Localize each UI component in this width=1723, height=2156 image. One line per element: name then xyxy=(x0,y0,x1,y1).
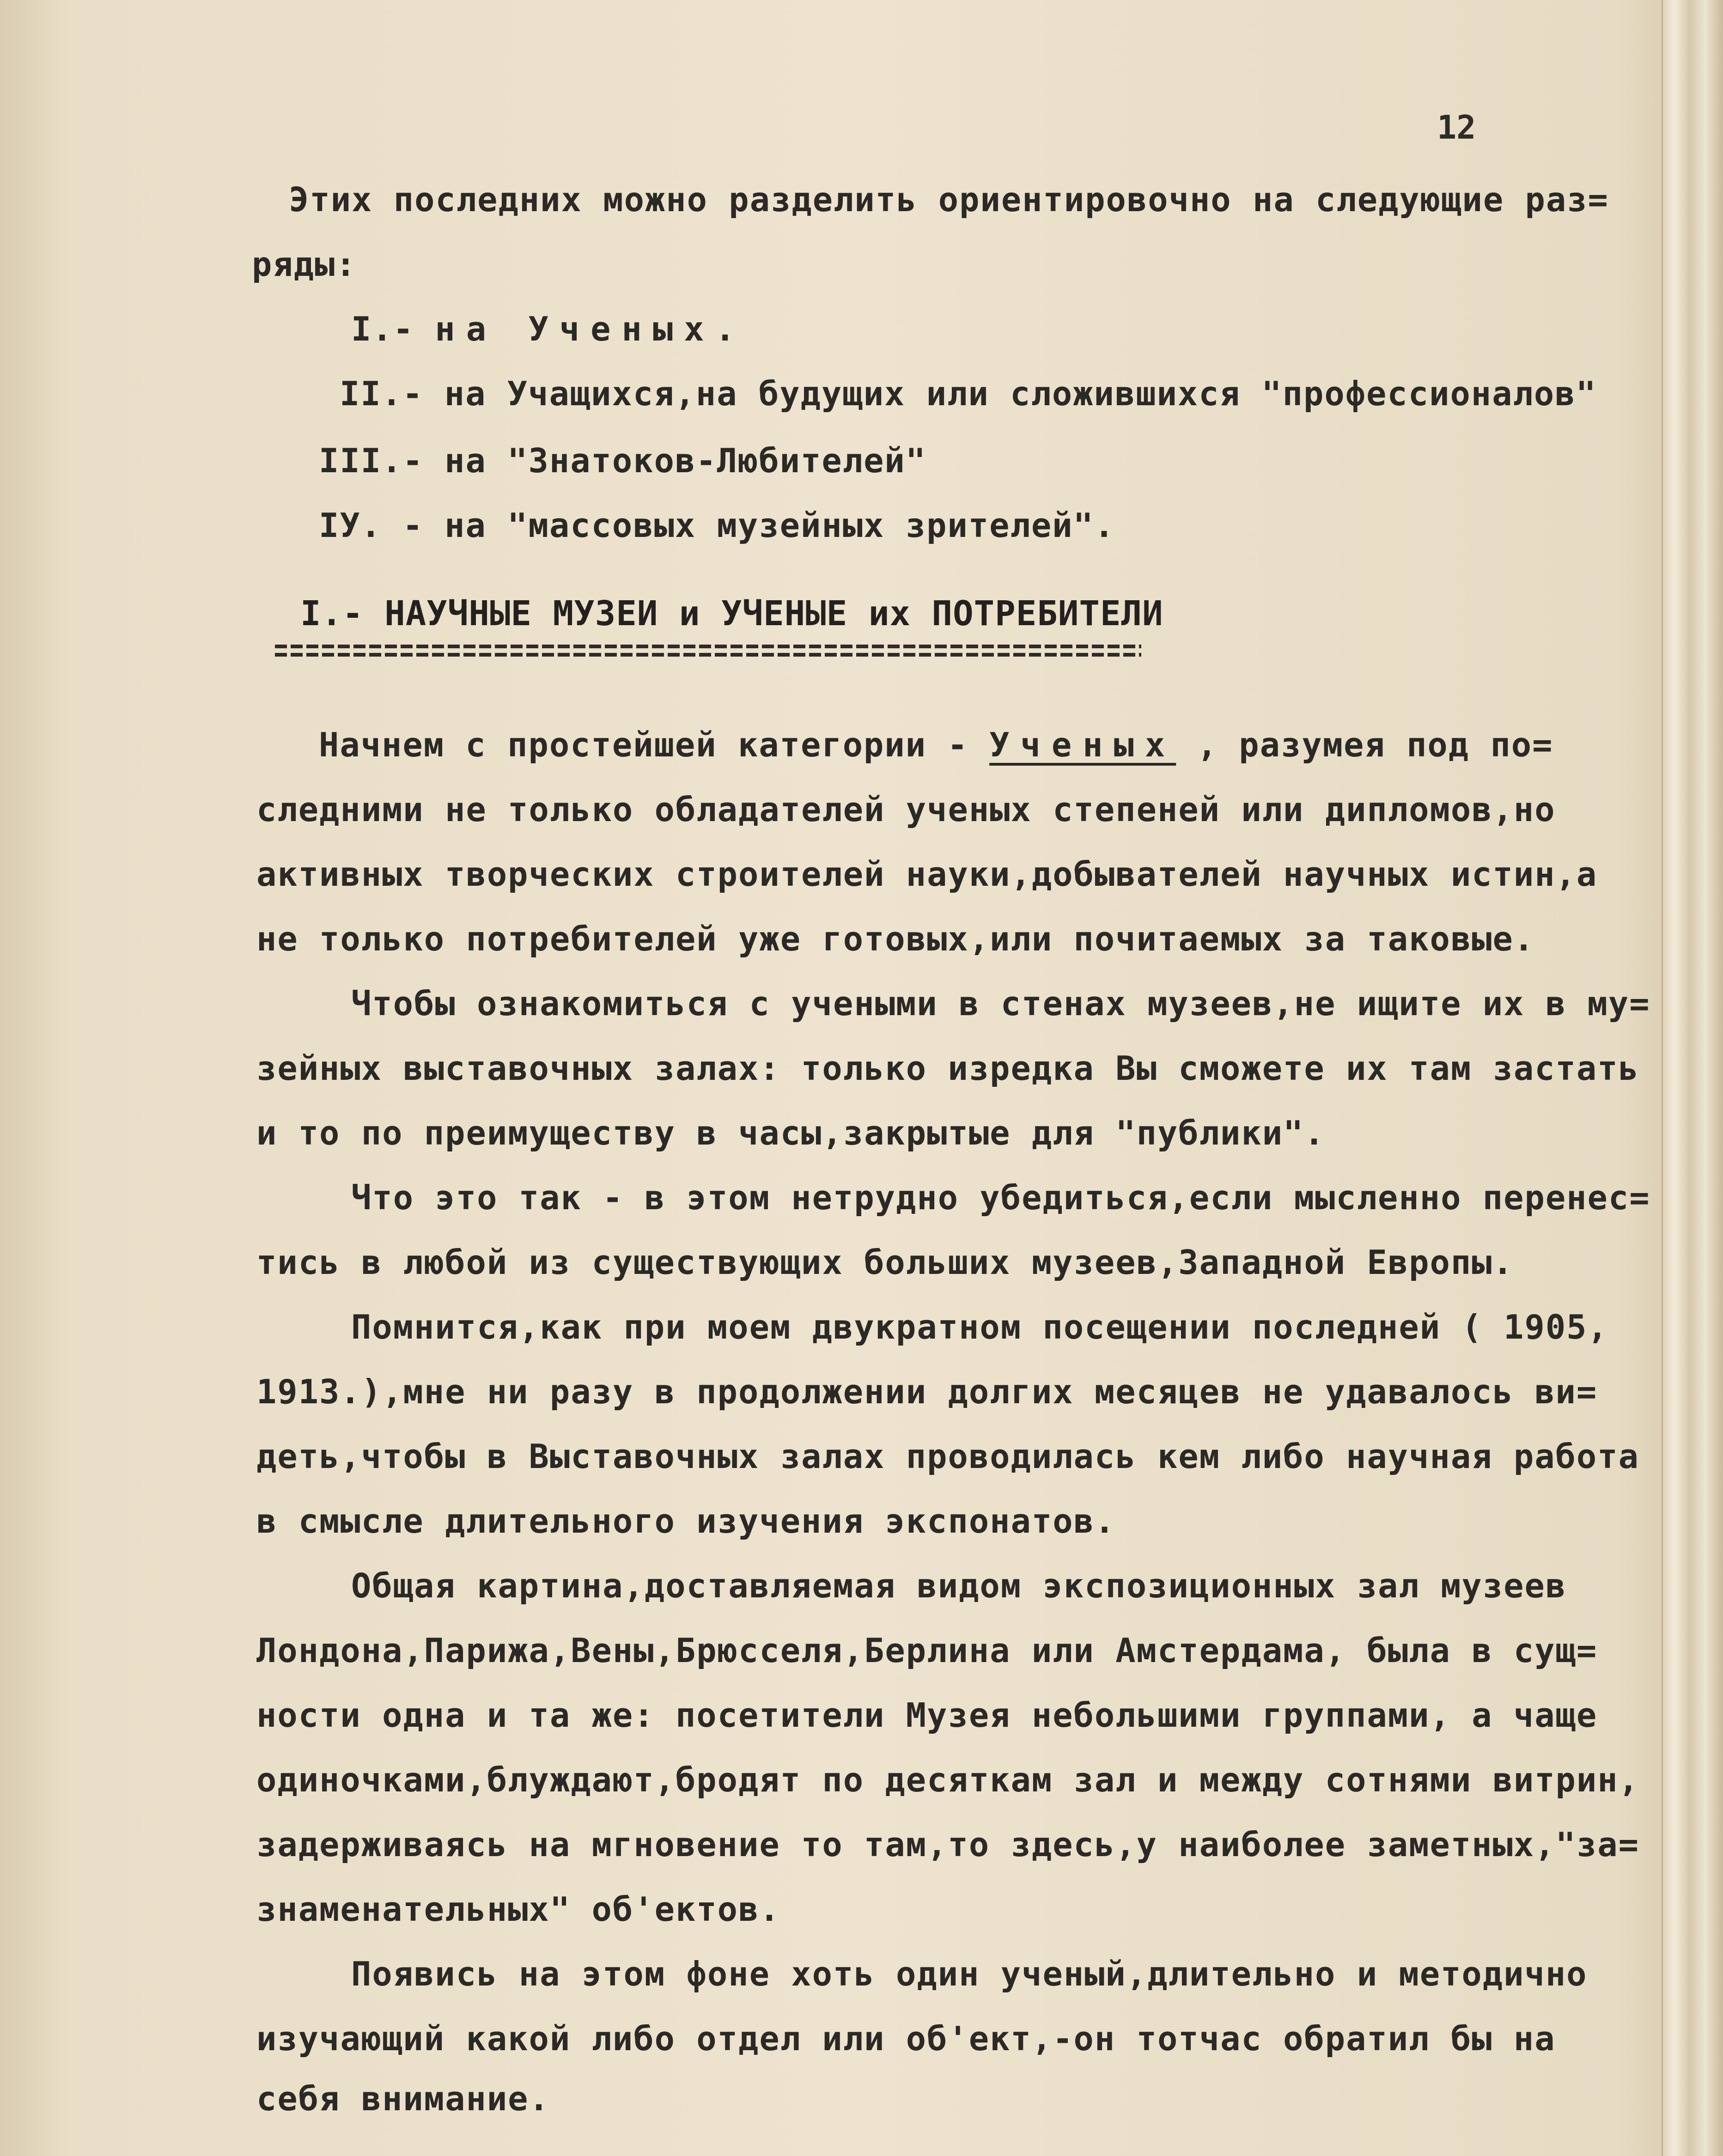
text-line: зейных выставочных залах: только изредка Вы сможете их там застать xyxy=(256,1049,1639,1088)
text-line: Чтобы ознакомиться с учеными в стенах музеев,не ищите их в му= xyxy=(351,984,1650,1023)
section-heading: I.- НАУЧНЫЕ МУЗЕИ и УЧЕНЫЕ их ПОТРЕБИТЕЛИ xyxy=(300,594,1163,633)
category-number: III.- xyxy=(319,441,424,480)
category-item-4 xyxy=(319,506,1115,545)
category-text: на "массовых музейных зрителей". xyxy=(444,506,1115,545)
text-line: Помнится,как при моем двукратном посещении последней ( 1905, xyxy=(351,1308,1608,1346)
para1-rest: , разумея под по= xyxy=(1197,725,1553,764)
text-line: ности одна и та же: посетители Музея небольшими группами, а чаще xyxy=(256,1696,1598,1735)
intro-line-1: Этих последних можно разделить ориентировочно на следующие раз= xyxy=(289,180,1609,219)
text-line: Лондона,Парижа,Вены,Брюсселя,Берлина или Амстердама, была в сущ= xyxy=(256,1631,1598,1670)
text-line: и то по преимуществу в часы,закрытые для "публики". xyxy=(256,1114,1325,1152)
text-line: тись в любой из существующих больших музеев,Западной Европы. xyxy=(256,1243,1514,1282)
text-line: активных творческих строителей науки,добывателей научных истин,а xyxy=(256,855,1598,894)
text-line: Общая картина,доставляемая видом экспозиционных зал музеев xyxy=(351,1566,1567,1605)
category-item-3 xyxy=(319,441,926,480)
intro-line-2: ряды: xyxy=(252,245,357,284)
para1-emphasis: Ученых xyxy=(989,725,1176,764)
text-line: не только потребителей уже готовых,или почитаемых за таковые. xyxy=(256,920,1535,958)
para1-first-line xyxy=(319,725,1553,764)
text-line: Что это так - в этом нетрудно убедиться,если мысленно перенес= xyxy=(351,1178,1650,1217)
text-line: одиночками,блуждают,бродят по десяткам зал и между сотнями витрин, xyxy=(256,1760,1639,1799)
heading-double-rule-bottom xyxy=(275,653,1141,657)
heading-double-rule-top xyxy=(275,645,1141,648)
book-page-edge xyxy=(1662,0,1723,2156)
text-line: знаменательных" об'ектов. xyxy=(256,1890,780,1929)
text-line: в смысле длительного изучения экспонатов. xyxy=(256,1502,1116,1541)
text-line: задерживаясь на мгновение то там,то здесь,у наиболее заметных,"за= xyxy=(256,1825,1639,1864)
text-line: себя внимание. xyxy=(256,2079,550,2118)
category-number: IУ. - xyxy=(319,506,424,545)
category-number: II.- xyxy=(340,374,424,413)
text-line: Появись на этом фоне хоть один ученый,длительно и методично xyxy=(351,1955,1588,1993)
text-line: деть,чтобы в Выставочных залах проводилась кем либо научная работа xyxy=(256,1437,1639,1476)
text-line: 1913.),мне ни разу в продолжении долгих месяцев не удавалось ви= xyxy=(256,1372,1598,1411)
category-text: на "Знатоков-Любителей" xyxy=(444,441,927,480)
category-text: на Учащихся,на будущих или сложившихся "профессионалов" xyxy=(444,374,1597,413)
category-item-2 xyxy=(340,374,1597,413)
para1-lead: Начнем с простейшей категории - xyxy=(319,725,968,764)
text-line: изучающий какой либо отдел или об'ект,-он тотчас обратил бы на xyxy=(256,2019,1556,2058)
category-item-1 xyxy=(351,310,746,348)
category-number: I.- xyxy=(351,310,414,348)
page-number: 12 xyxy=(1437,109,1476,146)
text-line: следними не только обладателей ученых степеней или дипломов,но xyxy=(256,790,1556,829)
category-text: на Ученых. xyxy=(435,310,746,348)
